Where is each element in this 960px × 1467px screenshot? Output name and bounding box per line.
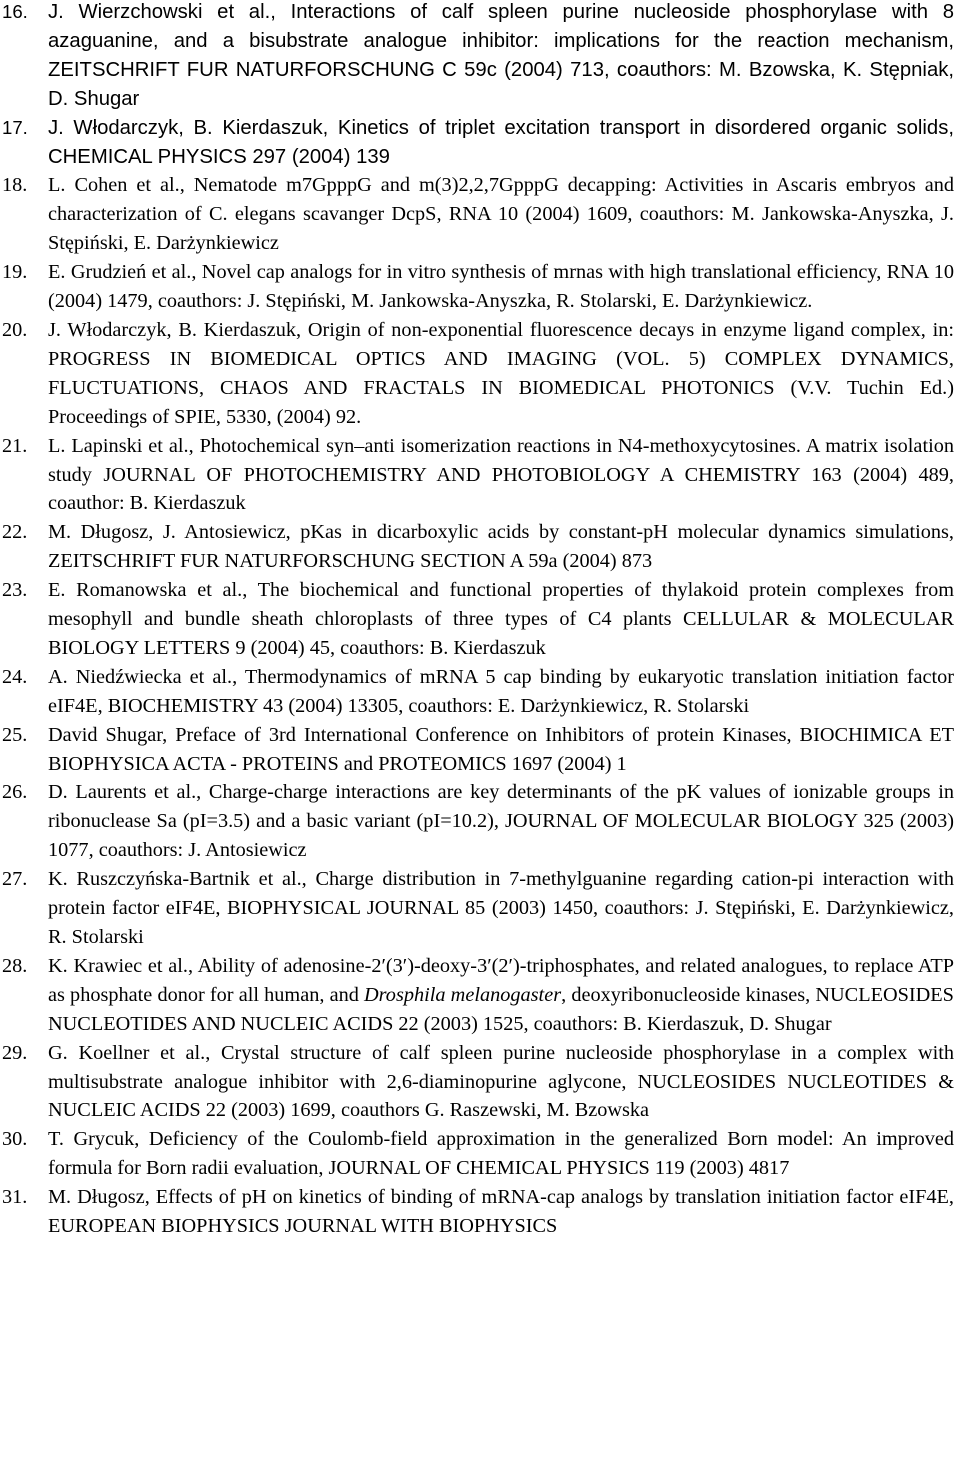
reference-number: 30. xyxy=(2,1128,28,1151)
reference-number: 27. xyxy=(2,868,28,891)
reference-text xyxy=(48,171,954,258)
reference-number: 22. xyxy=(2,521,28,544)
reference-text-segment: G. Koellner et al., Crystal structure of calf spleen purine nucleoside phosphorylase in a complex with multisubstrate analogue inhibitor with 2,6-diaminopurine aglycone, NUCLEOSIDES NUCLEOTIDES & NUCLEIC ACIDS 22 (2003) 1699, coauthors G. Raszewski, M. Bzowska xyxy=(48,1041,954,1122)
reference-text-segment: L. Cohen et al., Nematode m7GpppG and m(3)2,2,7GpppG decapping: Activities in Ascaris embryos and characterization of C. elegans scavanger DcpS, RNA 10 (2004) 1609, coauthors: M. Jankowska-Anyszka, J. Stępiński, E. Darżynkiewicz xyxy=(48,174,954,255)
reference-text xyxy=(48,316,954,432)
reference-text-segment: David Shugar, Preface of 3rd International Conference on Inhibitors of protein Kinases, BIOCHIMICA ET BIOPHYSICA ACTA - PROTEINS and PROTEOMICS 1697 (2004) 1 xyxy=(48,723,954,775)
reference-text xyxy=(48,1039,954,1126)
reference-text xyxy=(48,518,954,576)
reference-item xyxy=(0,952,960,1039)
reference-text xyxy=(48,432,954,519)
reference-text xyxy=(48,952,954,1039)
reference-text-segment: , deoxyribonucleoside kinases, NUCLEOSIDES NUCLEOTIDES AND NUCLEIC ACIDS 22 (2003) 1525, coauthors: B. Kierdaszuk, D. Shugar xyxy=(48,983,954,1035)
reference-text-segment: M. Długosz, Effects of pH on kinetics of binding of mRNA-cap analogs by translation initiation factor eIF4E, EUROPEAN BIOPHYSICS JOURNAL WITH BIOPHYSICS xyxy=(48,1186,954,1238)
reference-text xyxy=(48,1125,954,1183)
reference-text xyxy=(48,778,954,865)
reference-text-segment: K. Krawiec et al., Ability of adenosine-2′(3′)-deoxy-3′(2′)-triphosphates, and related analogues, to replace ATP as phosphate donor for all human, and xyxy=(48,954,954,1006)
reference-text xyxy=(48,114,954,172)
reference-item xyxy=(0,1039,960,1126)
reference-text xyxy=(48,576,954,663)
reference-item xyxy=(0,171,960,258)
reference-number: 31. xyxy=(2,1186,28,1209)
reference-number: 29. xyxy=(2,1041,28,1064)
reference-number: 21. xyxy=(2,434,28,457)
species-name-italic: Drosphila melanogaster xyxy=(364,983,562,1006)
reference-number: 28. xyxy=(2,954,28,977)
reference-item xyxy=(0,114,960,172)
reference-item xyxy=(0,0,960,114)
reference-item xyxy=(0,518,960,576)
reference-item xyxy=(0,663,960,721)
reference-item xyxy=(0,778,960,865)
reference-item xyxy=(0,316,960,432)
reference-item xyxy=(0,576,960,663)
reference-item xyxy=(0,721,960,779)
reference-number: 24. xyxy=(2,665,28,688)
reference-number: 16. xyxy=(2,1,28,22)
reference-number: 23. xyxy=(2,579,28,602)
reference-number: 20. xyxy=(2,318,28,341)
reference-text-segment: J. Wierzchowski et al., Interactions of calf spleen purine nucleoside phosphorylase with 8 azaguanine, and a bisubstrate analogue inhibitor: implications for the reaction mechanism, ZEITSCHRIFT FUR NATURFORSCHUNG C 59c (2004) 713, coauthors: M. Bzowska, K. Stępniak, D. Shugar xyxy=(48,1,954,110)
reference-text-segment: K. Ruszczyńska-Bartnik et al., Charge distribution in 7-methylguanine regarding cation-pi interaction with protein factor eIF4E, BIOPHYSICAL JOURNAL 85 (2003) 1450, coauthors: J. Stępiński, E. Darżynkiewicz, R. Stolarski xyxy=(48,868,954,948)
reference-number: 26. xyxy=(2,781,28,804)
reference-item xyxy=(0,258,960,316)
reference-item xyxy=(0,865,960,952)
reference-text-segment: D. Laurents et al., Charge-charge interactions are key determinants of the pK values of ionizable groups in ribonuclease Sa (pI=3.5) and a basic variant (pI=10.2), JOURNAL OF MOLECULAR BIOLOGY 325 (2003) 1077, coauthors: J. Antosiewicz xyxy=(48,781,954,862)
reference-number: 18. xyxy=(2,174,28,197)
reference-text xyxy=(48,1183,954,1241)
reference-text xyxy=(48,258,954,316)
reference-text xyxy=(48,0,954,114)
reference-text xyxy=(48,865,954,952)
reference-number: 19. xyxy=(2,261,28,284)
reference-number: 17. xyxy=(2,116,28,138)
reference-text xyxy=(48,721,954,779)
reference-text-segment: L. Lapinski et al., Photochemical syn–anti isomerization reactions in N4-methoxycytosines. A matrix isolation study JOURNAL OF PHOTOCHEMISTRY AND PHOTOBIOLOGY A CHEMISTRY 163 (2004) 489, coauthor: B. Kierdaszuk xyxy=(48,434,954,515)
reference-item xyxy=(0,432,960,519)
reference-item xyxy=(0,1183,960,1241)
reference-text xyxy=(48,663,954,721)
reference-item xyxy=(0,1125,960,1183)
reference-text-segment: J. Włodarczyk, B. Kierdaszuk, Origin of non-exponential fluorescence decays in enzyme ligand complex, in: PROGRESS IN BIOMEDICAL OPTICS AND IMAGING (VOL. 5) COMPLEX DYNAMICS, FLUCTUATIONS, CHAOS AND FRACTALS IN BIOMEDICAL PHOTONICS (V.V. Tuchin Ed.) Proceedings of SPIE, 5330, (2004) 92. xyxy=(48,318,954,428)
reference-text-segment: T. Grycuk, Deficiency of the Coulomb-field approximation in the generalized Born model: An improved formula for Born radii evaluation, JOURNAL OF CHEMICAL PHYSICS 119 (2003) 4817 xyxy=(48,1128,954,1180)
reference-text-segment: A. Niedźwiecka et al., Thermodynamics of mRNA 5 cap binding by eukaryotic translation initiation factor eIF4E, BIOCHEMISTRY 43 (2004) 13305, coauthors: E. Darżynkiewicz, R. Stolarski xyxy=(48,665,954,717)
reference-number: 25. xyxy=(2,723,28,746)
reference-text-segment: E. Romanowska et al., The biochemical and functional properties of thylakoid protein complexes from mesophyll and bundle sheath chloroplasts of three types of C4 plants CELLULAR & MOLECULAR BIOLOGY LETTERS 9 (2004) 45, coauthors: B. Kierdaszuk xyxy=(48,579,954,659)
reference-text-segment: J. Włodarczyk, B. Kierdaszuk, Kinetics of triplet excitation transport in disordered organic solids, CHEMICAL PHYSICS 297 (2004) 139 xyxy=(48,116,954,168)
reference-text-segment: E. Grudzień et al., Novel cap analogs for in vitro synthesis of mrnas with high translational efficiency, RNA 10 (2004) 1479, coauthors: J. Stępiński, M. Jankowska-Anyszka, R. Stolarski, E. Darżynkiewicz. xyxy=(48,261,954,313)
reference-text-segment: M. Długosz, J. Antosiewicz, pKas in dicarboxylic acids by constant-pH molecular dynamics simulations, ZEITSCHRIFT FUR NATURFORSCHUNG SECTION A 59a (2004) 873 xyxy=(48,521,954,573)
